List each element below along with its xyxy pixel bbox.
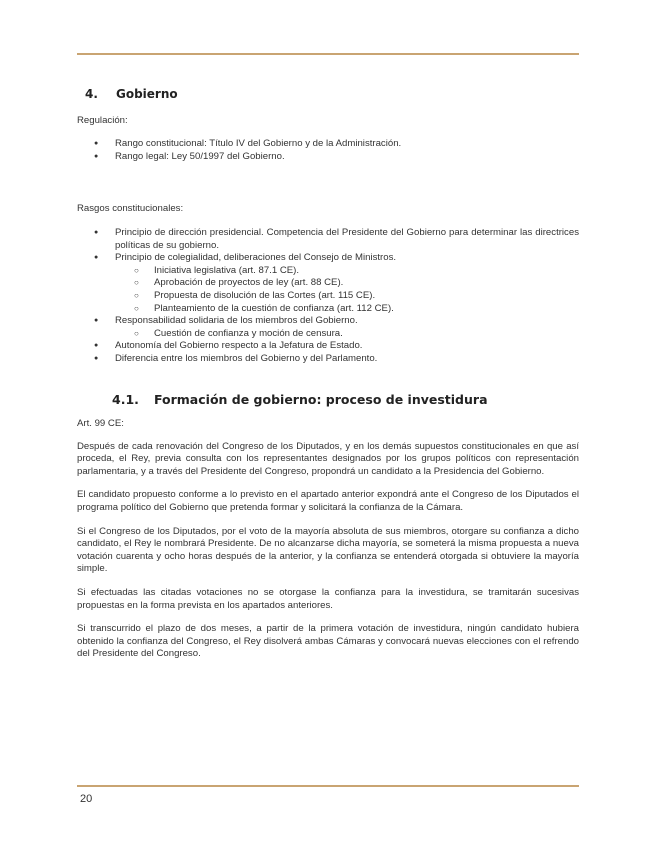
paragraph: Después de cada renovación del Congreso de los Diputados, y en los demás supuestos constitucionales en que así proceda, el Rey, previa consulta con los representantes designados por los grupos políticos con representación parlamentaria, y a través del Presidente del Congreso, propondrá un candidato a la Presidencia del Gobierno. bbox=[77, 440, 579, 477]
list-item bbox=[77, 315, 579, 340]
header-rule bbox=[77, 53, 579, 55]
sub-list-item: ○ Cuestión de confianza y moción de censura. bbox=[77, 328, 579, 341]
list-item: ● Diferencia entre los miembros del Gobierno y del Parlamento. bbox=[77, 353, 579, 366]
rasgos-label: Rasgos constitucionales: bbox=[77, 203, 184, 215]
sub-list-item: ○ Aprobación de proyectos de ley (art. 88 CE). bbox=[77, 277, 579, 290]
subsection-heading bbox=[112, 391, 579, 407]
sub-list bbox=[115, 265, 579, 315]
sub-list-item: ○ Propuesta de disolución de las Cortes (art. 115 CE). bbox=[77, 290, 579, 303]
regulacion-label: Regulación: bbox=[77, 114, 128, 126]
sub-list bbox=[115, 328, 579, 341]
sub-list-item: ○ Planteamiento de la cuestión de confianza (art. 112 CE). bbox=[77, 303, 579, 316]
section-heading bbox=[85, 88, 579, 101]
sub-list-item: ○ Iniciativa legislativa (art. 87.1 CE). bbox=[77, 265, 579, 278]
footer-rule bbox=[77, 785, 579, 787]
list-item-text: Responsabilidad solidaria de los miembros del Gobierno. bbox=[115, 315, 358, 327]
list-item: ● Principio de dirección presidencial. Competencia del Presidente del Gobierno para determinar las directrices políticas de su gobierno. bbox=[77, 227, 579, 252]
regulacion-list bbox=[77, 138, 579, 163]
page-number: 20 bbox=[80, 793, 93, 805]
article-label: Art. 99 CE: bbox=[77, 418, 124, 430]
list-item: ● Rango constitucional: Título IV del Gobierno y de la Administración. bbox=[77, 138, 579, 151]
list-item bbox=[77, 252, 579, 315]
list-item-text: Principio de colegialidad, deliberaciones del Consejo de Ministros. bbox=[115, 252, 397, 264]
list-item: ● Autonomía del Gobierno respecto a la Jefatura de Estado. bbox=[77, 340, 579, 353]
list-item: ● Rango legal: Ley 50/1997 del Gobierno. bbox=[77, 151, 579, 164]
paragraph: Si efectuadas las citadas votaciones no se otorgase la confianza para la investidura, se tramitarán sucesivas propuestas en la forma prevista en los apartados anteriores. bbox=[77, 587, 579, 611]
page-content bbox=[77, 88, 579, 672]
paragraph: El candidato propuesto conforme a lo previsto en el apartado anterior expondrá ante el Congreso de los Diputados el programa político del Gobierno que pretenda formar y solicitará la confianza de la Cámara. bbox=[77, 489, 579, 514]
rasgos-list bbox=[77, 227, 579, 366]
subsection-number: 4.1. bbox=[112, 391, 139, 407]
section-title: Gobierno bbox=[116, 87, 178, 101]
paragraph: Si transcurrido el plazo de dos meses, a partir de la primera votación de investidura, ningún candidato hubiera obtenido la confianza del Congreso, el Rey disolverá ambas Cámaras y convocará nuevas elecciones con el refrendo del Presidente del Congreso. bbox=[77, 623, 579, 660]
subsection-title: Formación de gobierno: proceso de investidura bbox=[154, 391, 488, 407]
section-number: 4. bbox=[85, 87, 98, 101]
paragraph: Si el Congreso de los Diputados, por el voto de la mayoría absoluta de sus miembros, otorgare su confianza a dicho candidato, el Rey le nombrará Presidente. De no alcanzarse dicha mayoría, se someterá la misma propuesta a nueva votación cuarenta y ocho horas después de la anterior, y la confianza se entenderá otorgada si obtuviere la mayoría simple. bbox=[77, 525, 579, 575]
